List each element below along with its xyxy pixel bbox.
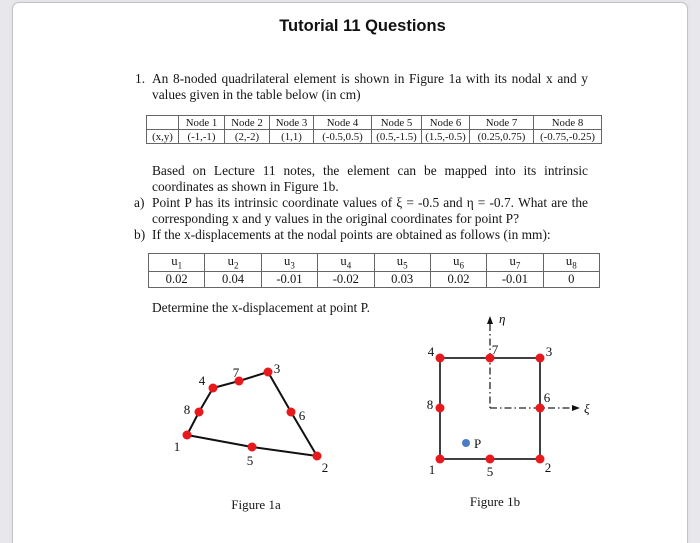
- table-header-cell: Node 3: [270, 116, 314, 130]
- row-label-cell: (x,y): [147, 130, 179, 144]
- displacement-cell: 0.02: [149, 271, 205, 287]
- item-b-line-1: If the x-displacements at the nodal points are obtained as follows (in mm):: [152, 227, 551, 242]
- u-header-cell: $u_3$: [261, 254, 317, 272]
- item-b-label: b): [134, 227, 146, 242]
- u-header-cell: $u_7$: [487, 254, 543, 272]
- node-label-8: 8: [426, 397, 434, 412]
- node-label-2: 2: [544, 460, 552, 475]
- node-label-4: 4: [427, 344, 435, 359]
- point-p-marker: [462, 439, 470, 447]
- displacement-table: [148, 253, 600, 288]
- coordinate-cell: (-1,-1): [179, 130, 225, 144]
- node-5: [486, 455, 495, 464]
- u-header-cell: $u_4$: [318, 254, 374, 272]
- displacement-cell: 0.04: [205, 271, 261, 287]
- node-2: [536, 455, 545, 464]
- node-2: [313, 452, 322, 461]
- item-b-text: [152, 227, 588, 243]
- table-header-cell: Node 6: [422, 116, 470, 130]
- node-8: [436, 404, 445, 413]
- node-label-5: 5: [246, 453, 254, 468]
- node-5: [248, 443, 257, 452]
- u-header-cell: $u_5$: [374, 254, 430, 272]
- figure-1b-caption: Figure 1b: [469, 494, 521, 509]
- node-label-3: 3: [273, 361, 281, 376]
- displacement-cell: -0.02: [318, 271, 374, 287]
- node-3: [264, 368, 273, 377]
- question-intro: [152, 71, 588, 103]
- node-label-3: 3: [545, 344, 553, 359]
- item-a-line-1: Point P has its intrinsic coordinate values of ξ = -0.5 and η = -0.7. What are the: [152, 195, 588, 210]
- node-label-8: 8: [183, 402, 191, 417]
- node-8: [195, 408, 204, 417]
- coordinate-cell: (1,1): [270, 130, 314, 144]
- xi-axis-label: ξ: [584, 401, 590, 416]
- question-number: 1.: [135, 71, 146, 86]
- table-row: [149, 271, 600, 287]
- table-header-cell: Node 1: [179, 116, 225, 130]
- determine-instruction: Determine the x-displacement at point P.: [152, 300, 370, 315]
- node-label-1: 1: [173, 439, 181, 454]
- displacement-cell: 0.02: [430, 271, 486, 287]
- figure-1a-quadrilateral-element: [150, 345, 340, 480]
- point-p-label: P: [474, 436, 482, 451]
- node-4: [209, 384, 218, 393]
- displacement-cell: -0.01: [487, 271, 543, 287]
- table-row: [147, 116, 602, 130]
- table-header-cell: Node 7: [470, 116, 534, 130]
- coordinate-cell: (-0.5,0.5): [314, 130, 372, 144]
- eta-axis-label: η: [499, 311, 506, 326]
- displacement-cell: -0.01: [261, 271, 317, 287]
- u-header-cell: $u_6$: [430, 254, 486, 272]
- u-header-cell: $u_2$: [205, 254, 261, 272]
- figure-1b-intrinsic-element: [425, 310, 610, 488]
- question-intro-line-1: An 8-noded quadrilateral element is shown in Figure 1a with its nodal x and y: [152, 71, 588, 86]
- displacement-cell: 0.03: [374, 271, 430, 287]
- displacement-cell: 0: [543, 271, 599, 287]
- node-6: [287, 408, 296, 417]
- mapping-line-2: coordinates as shown in Figure 1b.: [152, 179, 339, 194]
- node-label-5: 5: [486, 464, 494, 479]
- coordinate-cell: (1.5,-0.5): [422, 130, 470, 144]
- table-row: [147, 130, 602, 144]
- node-3: [536, 354, 545, 363]
- node-1: [183, 431, 192, 440]
- figure-1a-caption: Figure 1a: [231, 497, 281, 512]
- question-intro-line-2: values given in the table below (in cm): [152, 87, 361, 102]
- node-label-6: 6: [543, 390, 551, 405]
- mapping-line-1: Based on Lecture 11 notes, the element can be mapped into its intrinsic: [152, 163, 588, 178]
- nodal-coordinates-table: [146, 115, 602, 144]
- mapping-paragraph: [152, 163, 588, 195]
- node-1: [436, 455, 445, 464]
- table-header-cell: Node 4: [314, 116, 372, 130]
- node-label-6: 6: [298, 408, 306, 423]
- node-label-4: 4: [198, 373, 206, 388]
- xi-arrow-icon: [572, 405, 580, 411]
- node-label-7: 7: [491, 342, 499, 357]
- table-corner-cell: [147, 116, 179, 130]
- node-label-7: 7: [232, 365, 240, 380]
- table-row: [149, 254, 600, 272]
- coordinate-cell: (0.5,-1.5): [372, 130, 422, 144]
- u-header-cell: $u_8$: [543, 254, 599, 272]
- coordinate-cell: (0.25,0.75): [470, 130, 534, 144]
- item-a-label: a): [134, 195, 145, 210]
- item-a-line-2: corresponding x and y values in the original coordinates for point P?: [152, 211, 520, 226]
- eta-arrow-icon: [487, 316, 493, 324]
- coordinate-cell: (-0.75,-0.25): [534, 130, 602, 144]
- node-label-2: 2: [321, 460, 329, 475]
- item-a-text: [152, 195, 588, 227]
- table-header-cell: Node 8: [534, 116, 602, 130]
- table-header-cell: Node 5: [372, 116, 422, 130]
- coordinate-cell: (2,-2): [225, 130, 270, 144]
- node-4: [436, 354, 445, 363]
- page-title: Tutorial 11 Questions: [279, 17, 446, 35]
- u-header-cell: $u_1$: [149, 254, 205, 272]
- table-header-cell: Node 2: [225, 116, 270, 130]
- node-label-1: 1: [428, 462, 436, 477]
